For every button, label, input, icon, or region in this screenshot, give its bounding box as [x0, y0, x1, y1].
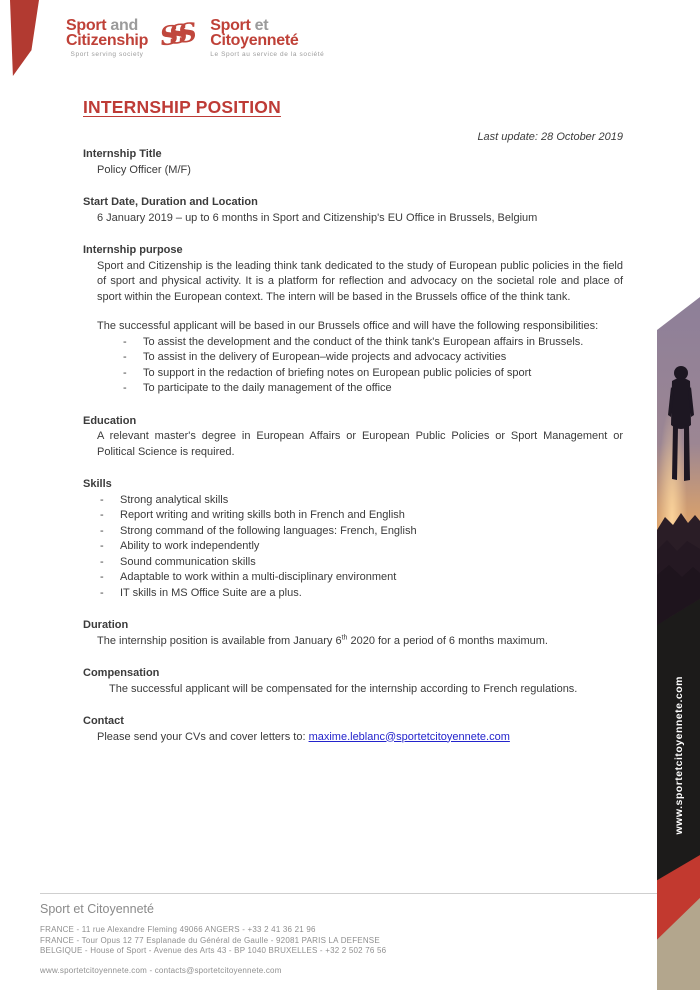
- education-paragraph: A relevant master's degree in European Affairs or European Public Policies or Sport Management or Political Science is required.: [97, 430, 623, 458]
- bullet-dash: -: [123, 382, 127, 394]
- header-logos: [66, 18, 324, 58]
- document-body: [83, 97, 623, 745]
- logo-en-tagline: Sport serving society: [70, 51, 144, 58]
- list-item: [83, 508, 623, 524]
- logo-fr-tagline: Le Sport au service de la société: [210, 51, 325, 58]
- section-heading-start-date: Start Date, Duration and Location: [83, 196, 258, 208]
- list-item-text: To support in the redaction of briefing notes on European public policies of sport: [143, 366, 532, 379]
- contact-paragraph: [83, 730, 623, 746]
- list-item-text: Adaptable to work within a multi-disciplinary environment: [120, 571, 397, 583]
- list-item: [83, 493, 623, 509]
- list-item-text: Strong command of the following languages: French, English: [120, 524, 417, 537]
- bullet-dash: -: [100, 571, 104, 583]
- list-item-text: Strong analytical skills: [120, 493, 229, 506]
- bullet-dash: -: [100, 540, 104, 552]
- section-heading-skills: Skills: [83, 478, 112, 490]
- sss-logo-icon: SSS: [158, 18, 191, 53]
- duration-paragraph: [83, 634, 623, 650]
- skills-list: [83, 493, 623, 602]
- list-item-text: Report writing and writing skills both in French and English: [120, 509, 405, 521]
- section-heading-duration: Duration: [83, 619, 129, 631]
- logo-fr-word1: Sport: [210, 17, 255, 34]
- list-item-text: Sound communication skills: [120, 555, 256, 568]
- last-update-text: Last update: 28 October 2019: [477, 130, 623, 143]
- section-heading-purpose: Internship purpose: [83, 244, 183, 256]
- logo-sport-et-citoyennete: [210, 18, 324, 58]
- list-item-text: To assist the development and the conduct of the think tank's European affairs in Brussels.: [143, 335, 584, 348]
- logo-en-word1: Sport: [66, 17, 111, 34]
- list-item-text: To participate to the daily management of the office: [143, 382, 392, 394]
- list-item-text: To assist in the delivery of European–wide projects and advocacy activities: [143, 351, 507, 363]
- section-heading-internship-title: Internship Title: [83, 148, 162, 160]
- logo-en-line2: Citizenship: [66, 32, 149, 49]
- footer-address-line: FRANCE - 11 rue Alexandre Fleming 49066 ANGERS - +33 2 41 36 21 96: [40, 925, 316, 934]
- document-footer: [40, 893, 657, 975]
- corner-ribbon-decoration: [10, 0, 39, 76]
- bullet-dash: -: [123, 351, 127, 363]
- bullet-dash: -: [100, 509, 104, 521]
- list-item: [83, 524, 623, 540]
- bullet-dash: -: [123, 366, 127, 379]
- list-item: [83, 586, 623, 602]
- sidebar-url-text: www.sportetcitoyennete.com: [672, 675, 685, 835]
- bullet-dash: -: [100, 493, 104, 506]
- footer-address-line: FRANCE - Tour Opus 12 77 Esplanade du Général de Gaulle - 92081 PARIS LA DEFENSE: [40, 935, 380, 945]
- list-item: [83, 366, 623, 382]
- bullet-dash: -: [100, 586, 104, 599]
- sidebar-photo-silhouette: [657, 295, 700, 625]
- section-heading-compensation: Compensation: [83, 667, 160, 679]
- duration-text-pre: The internship position is available from January 6: [97, 634, 342, 647]
- list-item-text: Ability to work independently: [120, 540, 260, 552]
- logo-fr-word2: et: [254, 17, 269, 34]
- page-title: INTERNSHIP POSITION: [83, 97, 281, 117]
- footer-address-line: BELGIQUE - House of Sport - Avenue des Arts 43 - BP 1040 BRUXELLES - +32 2 502 76 56: [40, 946, 387, 955]
- contact-text: Please send your CVs and cover letters to:: [97, 730, 309, 743]
- responsibilities-intro: The successful applicant will be based in our Brussels office and will have the following responsibilities:: [97, 320, 599, 332]
- sidebar-vertical-url: [657, 630, 700, 880]
- footer-org-name: Sport et Citoyenneté: [40, 902, 154, 916]
- list-item: [83, 539, 623, 555]
- compensation-paragraph: The successful applicant will be compensated for the internship according to French regulations.: [109, 682, 578, 695]
- logo-sport-and-citizenship: [66, 18, 148, 58]
- list-item: [83, 381, 623, 397]
- contact-email-link[interactable]: maxime.leblanc@sportetcitoyennete.com: [308, 730, 510, 743]
- list-item: [83, 555, 623, 571]
- silhouette-person-image: [657, 295, 700, 625]
- responsibilities-list: [83, 335, 623, 397]
- footer-web-line: www.sportetcitoyennete.com - contacts@sportetcitoyennete.com: [40, 965, 282, 975]
- list-item: [83, 335, 623, 351]
- purpose-paragraph: Sport and Citizenship is the leading think tank dedicated to the study of European public policies in the field of sport and physical activity. It is a platform for reflection and advocacy on the societal role and place of sport within the European context. The intern will be based in the Brussels office of the think tank.: [97, 259, 623, 303]
- section-heading-education: Education: [83, 414, 137, 427]
- logo-en-word2: and: [110, 17, 138, 34]
- section-heading-contact: Contact: [83, 715, 124, 727]
- list-item: [83, 350, 623, 366]
- start-date-value: 6 January 2019 – up to 6 months in Sport and Citizenship's EU Office in Brussels, Belgium: [97, 211, 538, 224]
- duration-text-post: 2020 for a period of 6 months maximum.: [347, 634, 548, 647]
- list-item: [83, 570, 623, 586]
- list-item-text: IT skills in MS Office Suite are a plus.: [120, 586, 302, 599]
- duration-superscript: th: [341, 633, 348, 641]
- bullet-dash: -: [100, 524, 104, 537]
- bullet-dash: -: [100, 555, 104, 568]
- footer-address-list: [40, 925, 657, 957]
- bullet-dash: -: [123, 335, 127, 348]
- internship-title-value: Policy Officer (M/F): [97, 163, 191, 176]
- logo-fr-line2: Citoyenneté: [210, 32, 299, 49]
